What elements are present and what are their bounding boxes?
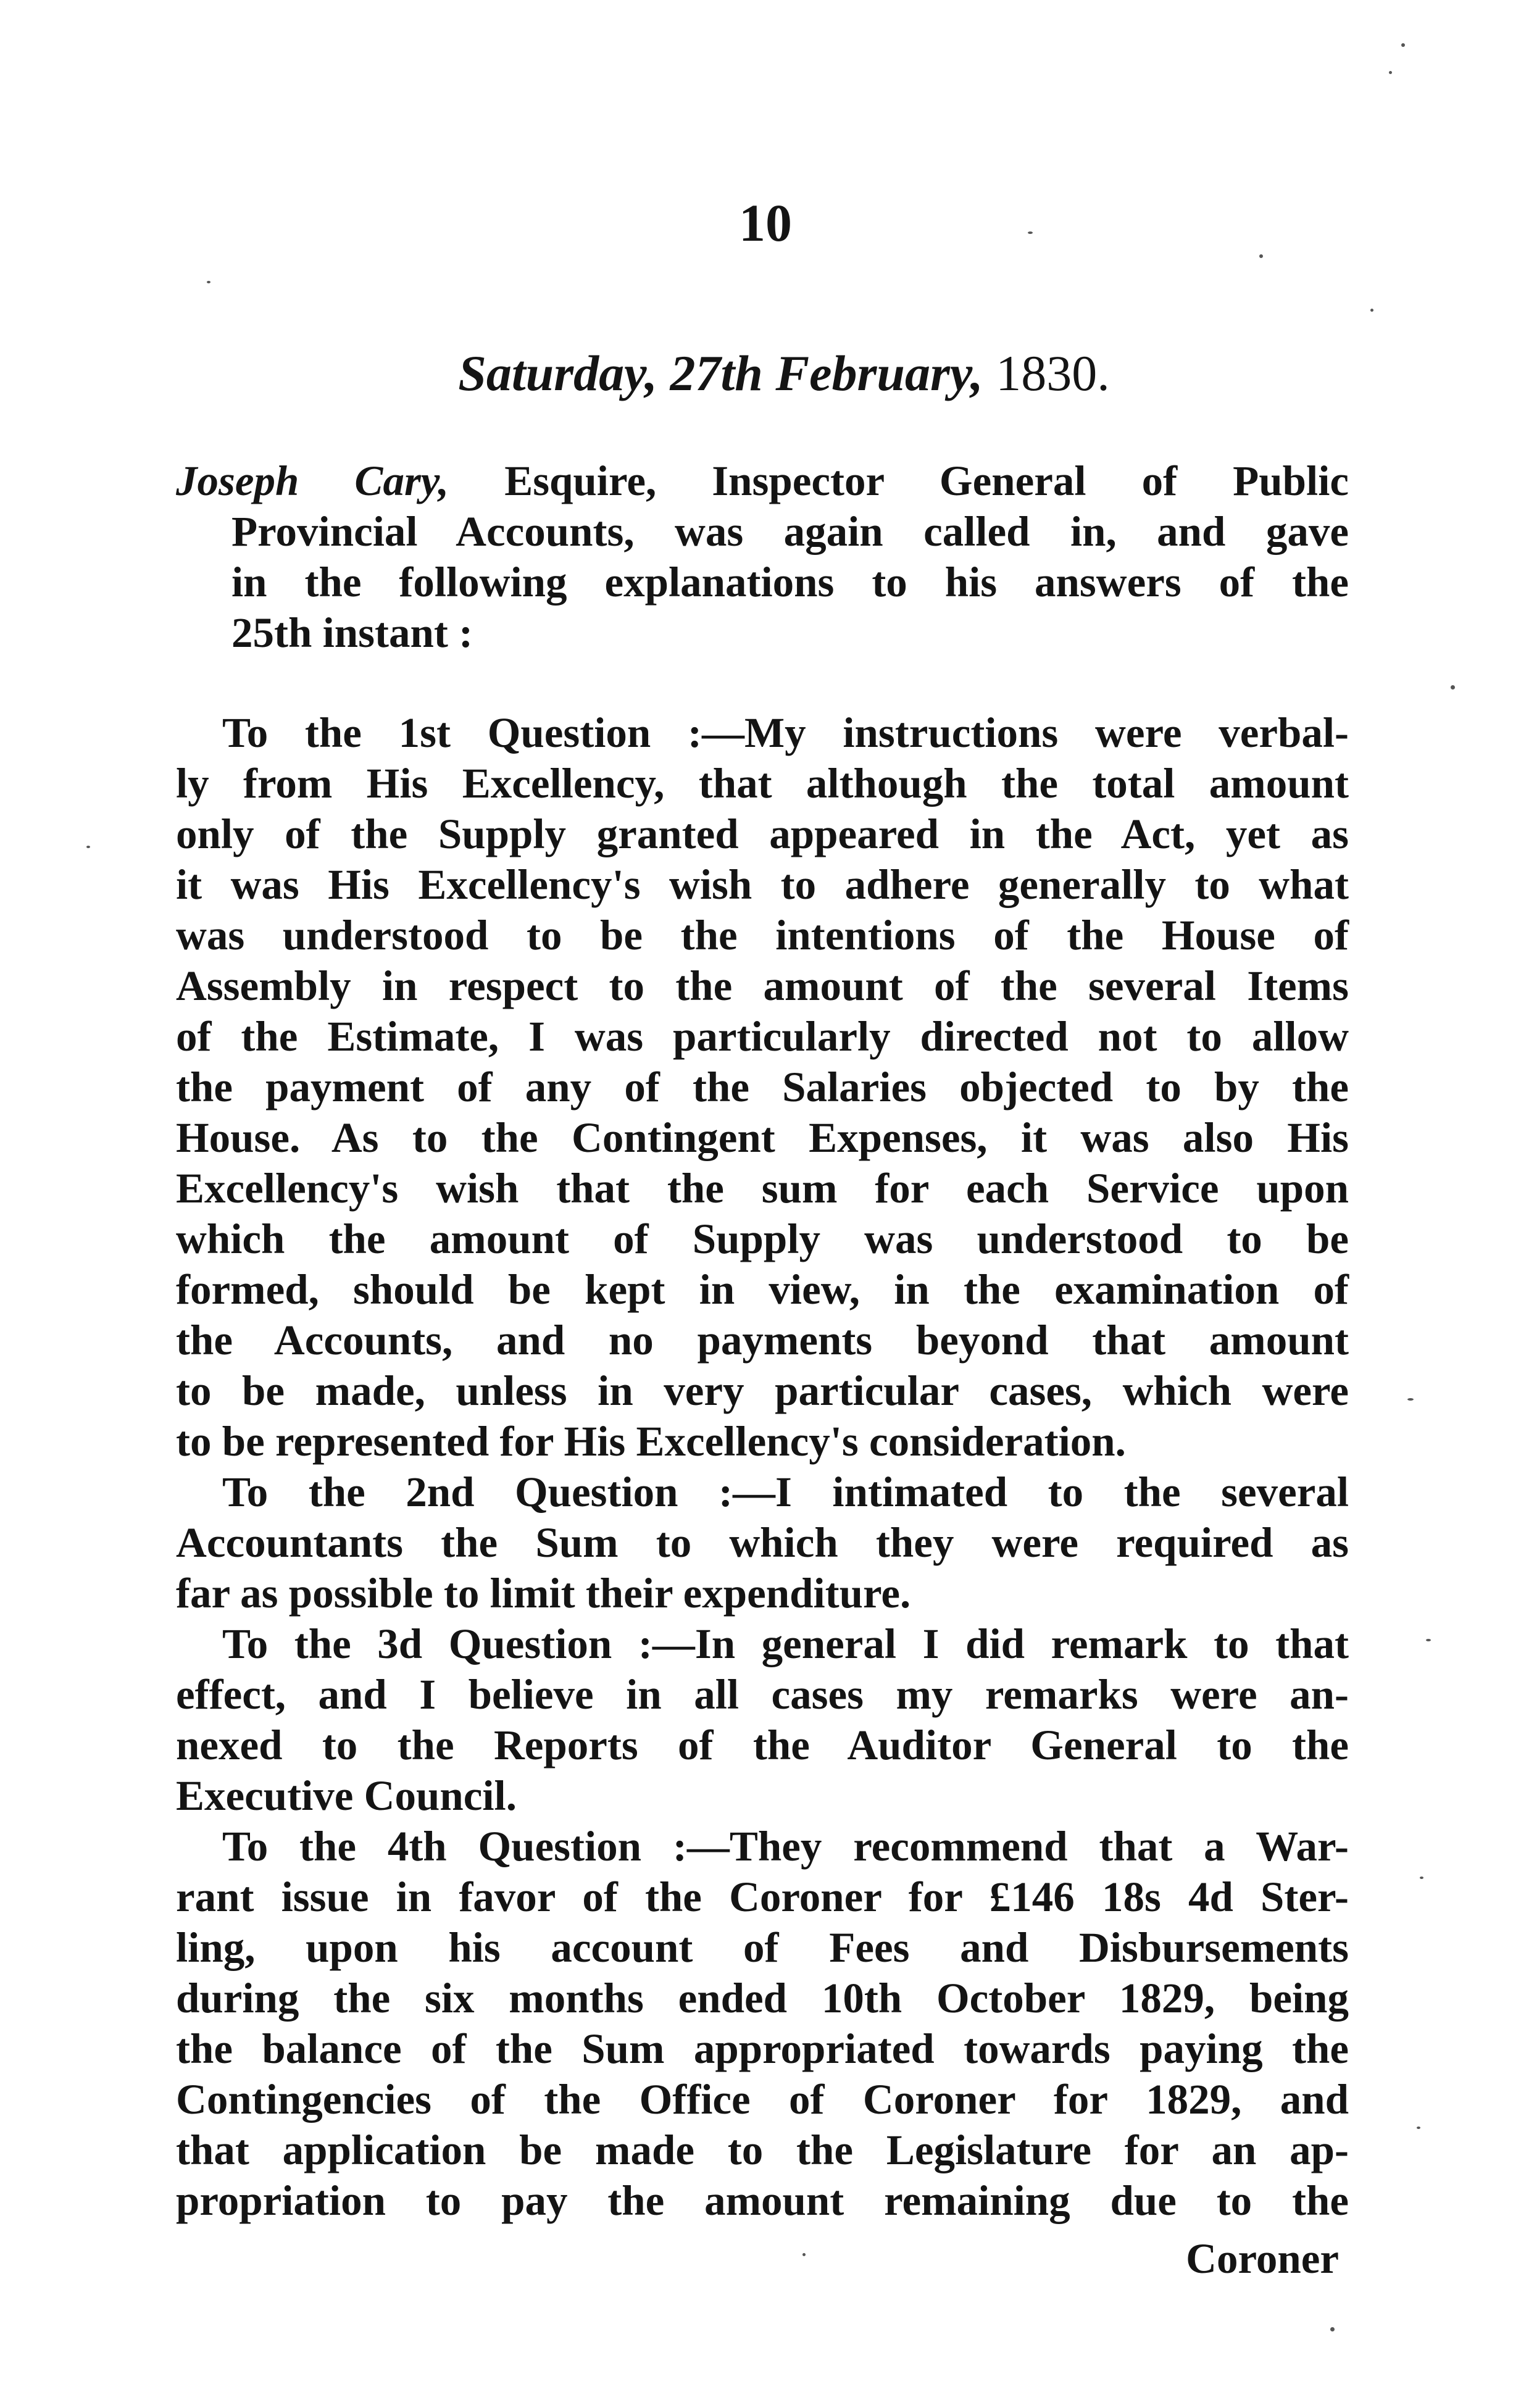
speck [1420, 1877, 1423, 1879]
paragraph-line: To the 3d Question :—In general I did remark to that [222, 1620, 1349, 1667]
catchword: Coroner [1186, 2235, 1339, 2282]
answer-paragraph-4 [176, 1821, 1349, 2226]
body-text [176, 456, 1349, 2226]
dateline-day: Saturday, 27th February, [458, 345, 983, 401]
speck [1028, 231, 1033, 234]
answer-paragraph-3 [176, 1619, 1349, 1821]
paragraph-line: only of the Supply granted appeared in the Act, yet as [176, 810, 1349, 857]
paragraph-line: ly from His Excellency, that although the total amount [176, 760, 1349, 807]
intro-line: Joseph Cary, Esquire, Inspector General of Public [176, 457, 1349, 504]
answer-paragraph-1 [176, 707, 1349, 1467]
paragraph-line: Assembly in respect to the amount of the several Items [176, 962, 1349, 1009]
paragraph-line: effect, and I believe in all cases my remarks were an- [176, 1671, 1349, 1718]
paragraph-line: nexed to the Reports of the Auditor General to the [176, 1722, 1349, 1769]
answer-paragraph-2 [176, 1467, 1349, 1619]
intro-line: in the following explanations to his answers of the [231, 559, 1349, 606]
paragraph-line: Excellency's wish that the sum for each Service upon [176, 1165, 1349, 1212]
paragraph-line: to be made, unless in very particular cases, which were [176, 1367, 1349, 1414]
speck [1407, 1398, 1414, 1401]
paragraph-line: was understood to be the intentions of the House of [176, 912, 1349, 959]
paragraph-line: formed, should be kept in view, in the examination of [176, 1266, 1349, 1313]
paragraph-line: far as possible to limit their expenditure. [176, 1570, 911, 1617]
paragraph-line: Executive Council. [176, 1772, 517, 1819]
speck [1451, 685, 1455, 689]
paragraph-line: propriation to pay the amount remaining due to the [176, 2177, 1349, 2224]
paragraph-line: the payment of any of the Salaries objected to by the [176, 1064, 1349, 1110]
paragraph-line: rant issue in favor of the Coroner for £146 18s 4d Ster- [176, 1873, 1349, 1920]
speck [1401, 43, 1405, 47]
speck [207, 281, 210, 283]
speck [1389, 71, 1392, 74]
intro-line: 25th instant : [231, 609, 473, 656]
speck [802, 2253, 806, 2256]
paragraph-line: that application be made to the Legislature for an ap- [176, 2127, 1349, 2173]
paragraph-line: Accountants the Sum to which they were required as [176, 1519, 1349, 1566]
speck [1259, 254, 1263, 258]
paragraph-line: the balance of the Sum appropriated towards paying the [176, 2025, 1349, 2072]
paragraph-line: the Accounts, and no payments beyond that amount [176, 1317, 1349, 1364]
speck [86, 846, 90, 848]
intro-line: Provincial Accounts, was again called in, and gave [231, 508, 1349, 555]
witness-name: Joseph Cary, [176, 457, 449, 504]
paragraph-line: it was His Excellency's wish to adhere generally to what [176, 861, 1349, 908]
paragraph-line: House. As to the Contingent Expenses, it was also His [176, 1114, 1349, 1161]
speck [1426, 1639, 1431, 1641]
intro-paragraph [176, 456, 1349, 658]
paragraph-line: which the amount of Supply was understood to be [176, 1215, 1349, 1262]
paragraph-line: to be represented for His Excellency's consideration. [176, 1418, 1126, 1465]
paragraph-line: To the 4th Question :—They recommend that a War- [222, 1823, 1349, 1870]
paragraph-line: of the Estimate, I was particularly directed not to allow [176, 1013, 1349, 1060]
paragraph-line: To the 2nd Question :—I intimated to the several [222, 1469, 1349, 1515]
paragraph-line: ling, upon his account of Fees and Disbursements [176, 1924, 1349, 1971]
dateline-year: 1830. [996, 345, 1110, 401]
speck [1370, 309, 1373, 312]
speck [1330, 2327, 1335, 2331]
page-number: 10 [739, 193, 792, 252]
dateline [389, 343, 1179, 404]
paragraph-line: To the 1st Question :—My instructions were verbal- [222, 709, 1349, 756]
paragraph-line: during the six months ended 10th October 1829, being [176, 1975, 1349, 2022]
paragraph-line: Contingencies of the Office of Coroner for 1829, and [176, 2076, 1349, 2123]
speck [1417, 2127, 1420, 2129]
